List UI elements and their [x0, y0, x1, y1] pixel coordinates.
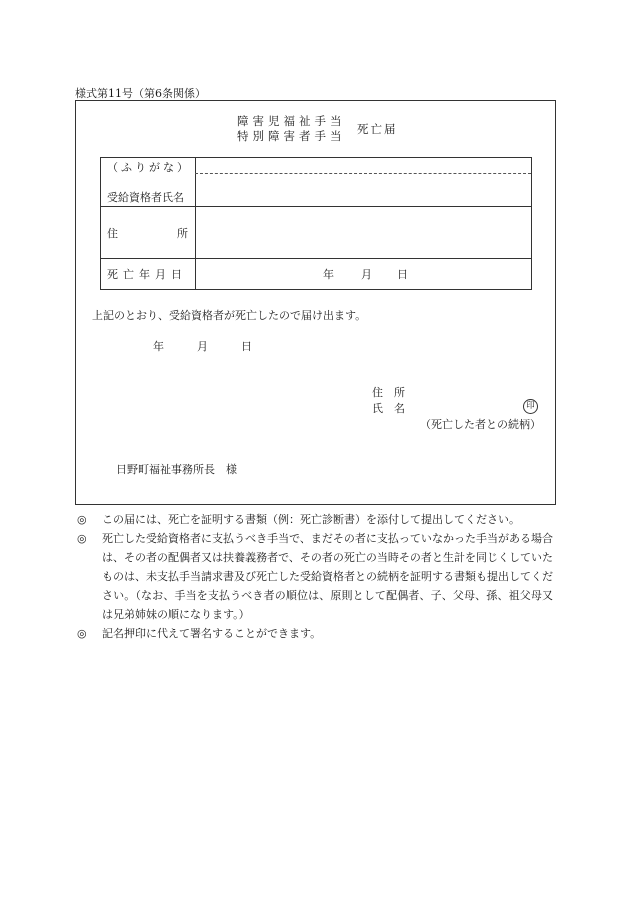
note-text: 死亡した受給資格者に支払うべき手当で、まだその者に支払っていなかった手当がある場合は、その者の配偶者又は扶養義務者で、その者の死亡の当時その者と生計を同じくしていたものは、未支払手当請求書及び死亡した受給資格者との続柄を証明する書類も提出してください。（なお、手当を支払うべき者の順位は、原則として配偶者、子、父母、孫、祖父母又は兄弟姉妹の順になります。） — [102, 532, 553, 621]
note-text: 記名押印に代えて署名することができます。 — [102, 627, 322, 640]
submission-month: 月 — [197, 340, 208, 353]
furigana-label: （ふりがな） — [107, 161, 191, 174]
seal-mark: 印 — [523, 399, 538, 414]
notes-section — [77, 510, 553, 643]
note-item — [77, 529, 553, 624]
submission-day: 日 — [241, 340, 252, 353]
title-line-2: 特別障害者手当 — [237, 129, 346, 143]
death-date-year: 年 — [323, 268, 334, 281]
death-date-month: 月 — [361, 268, 372, 281]
address-label-2: 所 — [177, 227, 188, 240]
addressee: 日野町福祉事務所長 様 — [116, 463, 237, 476]
info-table — [100, 157, 532, 290]
recipient-name-label: 受給資格者氏名 — [107, 191, 184, 204]
submission-year: 年 — [153, 340, 164, 353]
table-column-divider — [195, 158, 196, 289]
applicant-address-label: 住 所 — [372, 386, 405, 399]
note-mark: ◎ — [77, 513, 87, 526]
address-label-1: 住 — [107, 227, 118, 240]
submission-date — [153, 338, 252, 354]
note-mark: ◎ — [77, 627, 87, 640]
death-date-day: 日 — [397, 268, 408, 281]
death-date-label: 死亡年月日 — [107, 268, 187, 281]
title-suffix: 死亡届 — [357, 122, 398, 136]
applicant-name-label: 氏 名 — [372, 402, 405, 415]
furigana-dashed-line — [195, 173, 531, 174]
table-divider-1 — [101, 206, 531, 207]
title-line-1: 障害児福祉手当 — [237, 114, 346, 128]
statement-text: 上記のとおり、受給資格者が死亡したので届け出ます。 — [92, 309, 367, 322]
note-mark: ◎ — [77, 532, 87, 545]
form-number-label: 様式第11号（第6条関係） — [75, 87, 206, 100]
relation-label: （死亡した者との続柄） — [420, 418, 541, 431]
note-item — [77, 510, 553, 529]
table-divider-2 — [101, 258, 531, 259]
note-item — [77, 624, 553, 643]
note-text: この届には、死亡を証明する書類（例：死亡診断書）を添付して提出してください。 — [102, 513, 520, 526]
